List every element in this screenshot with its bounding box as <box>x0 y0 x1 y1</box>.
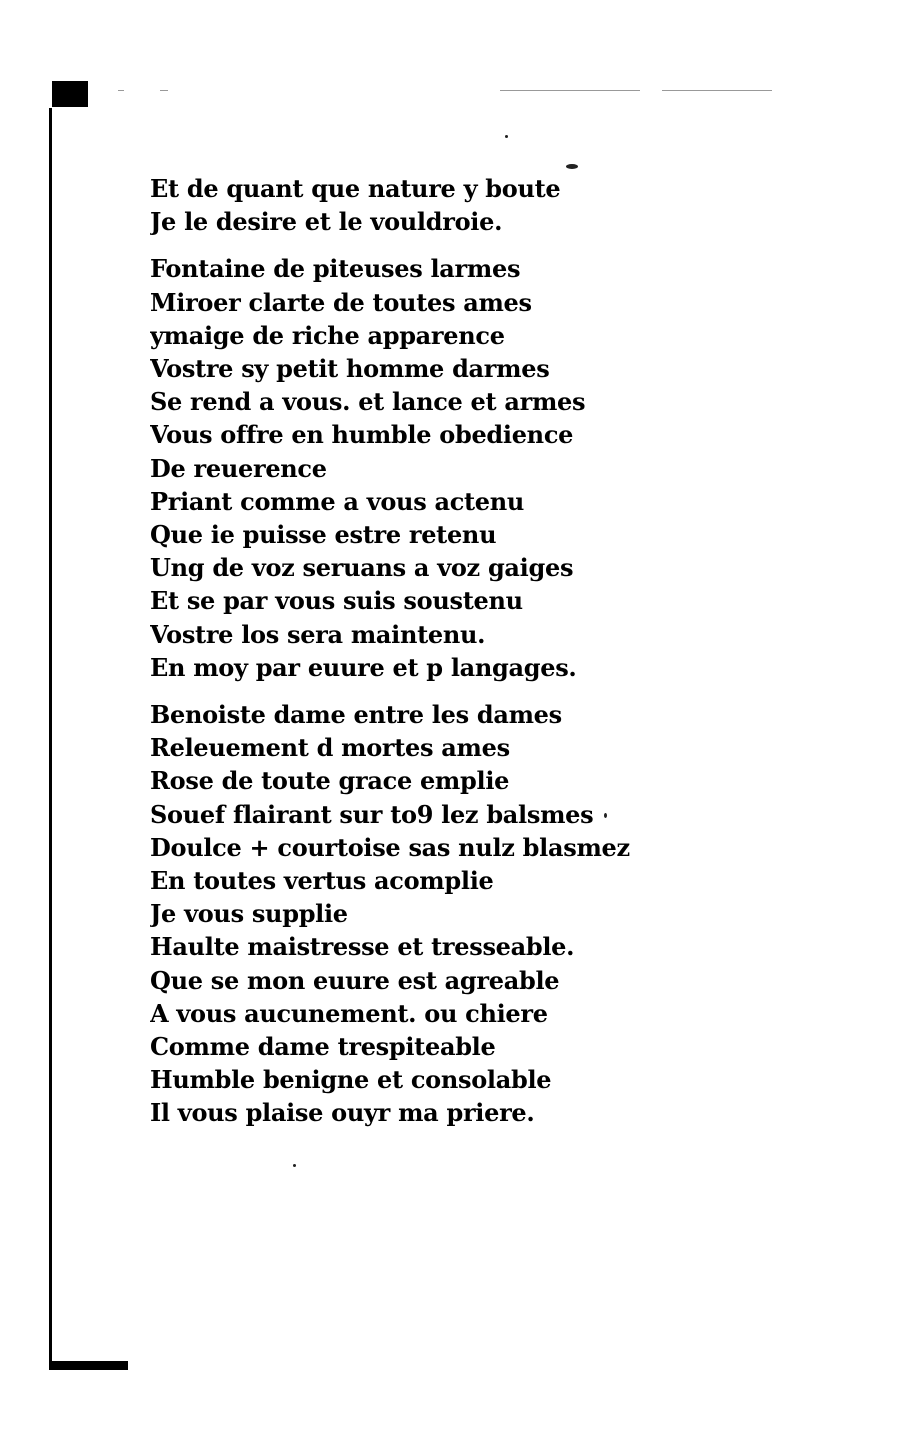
ink-speck <box>566 164 578 169</box>
scan-dash <box>160 90 168 91</box>
verse-line: En moy par euure et p langages. <box>150 652 577 682</box>
verse-line: Et se par vous suis soustenu <box>150 586 523 616</box>
verse-line: Miroer clarte de toutes ames <box>150 287 532 317</box>
verse-line: Fontaine de piteuses larmes <box>150 254 521 284</box>
verse-line: De reuerence <box>150 453 327 483</box>
verse-line: Haulte maistresse et tresseable. <box>150 932 575 962</box>
stanza <box>150 698 770 1130</box>
verse-line: Que se mon euure est agreable <box>150 965 560 995</box>
verse-line: Et de quant que nature y boute <box>150 174 561 203</box>
verse-line: Vostre sy petit homme darmes <box>150 354 550 384</box>
page-left-edge-rule <box>49 108 52 1370</box>
stanza <box>150 172 770 238</box>
verse-line: Benoiste dame entre les dames <box>150 700 562 730</box>
verse-line: Je le desire et le vouldroie. <box>150 207 503 237</box>
scan-dash <box>662 90 772 91</box>
verse-line: Souef flairant sur to9 lez balsmes <box>150 799 594 829</box>
verse-line: Comme dame trespiteable <box>150 1032 496 1062</box>
scan-dash <box>500 90 640 91</box>
verse-text <box>150 172 770 1144</box>
ink-speck <box>505 135 508 138</box>
ink-speck <box>293 1164 296 1167</box>
verse-line: Releuement d mortes ames <box>150 733 510 763</box>
verse-line: En toutes vertus acomplie <box>150 866 494 896</box>
verse-line: ymaige de riche apparence <box>150 320 505 350</box>
verse-line: Que ie puisse estre retenu <box>150 520 497 550</box>
verse-line: Il vous plaise ouyr ma priere. <box>150 1098 535 1128</box>
stanza <box>150 252 770 684</box>
verse-line: Rose de toute grace emplie <box>150 766 510 796</box>
verse-line: Doulce + courtoise sas nulz blasmez <box>150 832 630 862</box>
page-bottom-edge-mark <box>49 1361 128 1370</box>
verse-line: Humble benigne et consolable <box>150 1065 552 1095</box>
verse-line: Se rend a vous. et lance et armes <box>150 387 586 417</box>
verse-line: Priant comme a vous actenu <box>150 486 525 516</box>
verse-line: A vous aucunement. ou chiere <box>150 998 548 1028</box>
verse-line: Je vous supplie <box>150 899 348 929</box>
corner-ink-mark <box>52 81 88 107</box>
verse-line: Vostre los sera maintenu. <box>150 619 486 649</box>
scan-dash <box>118 90 124 91</box>
verse-line: Ung de voz seruans a voz gaiges <box>150 553 574 583</box>
verse-line: Vous offre en humble obedience <box>150 420 574 450</box>
